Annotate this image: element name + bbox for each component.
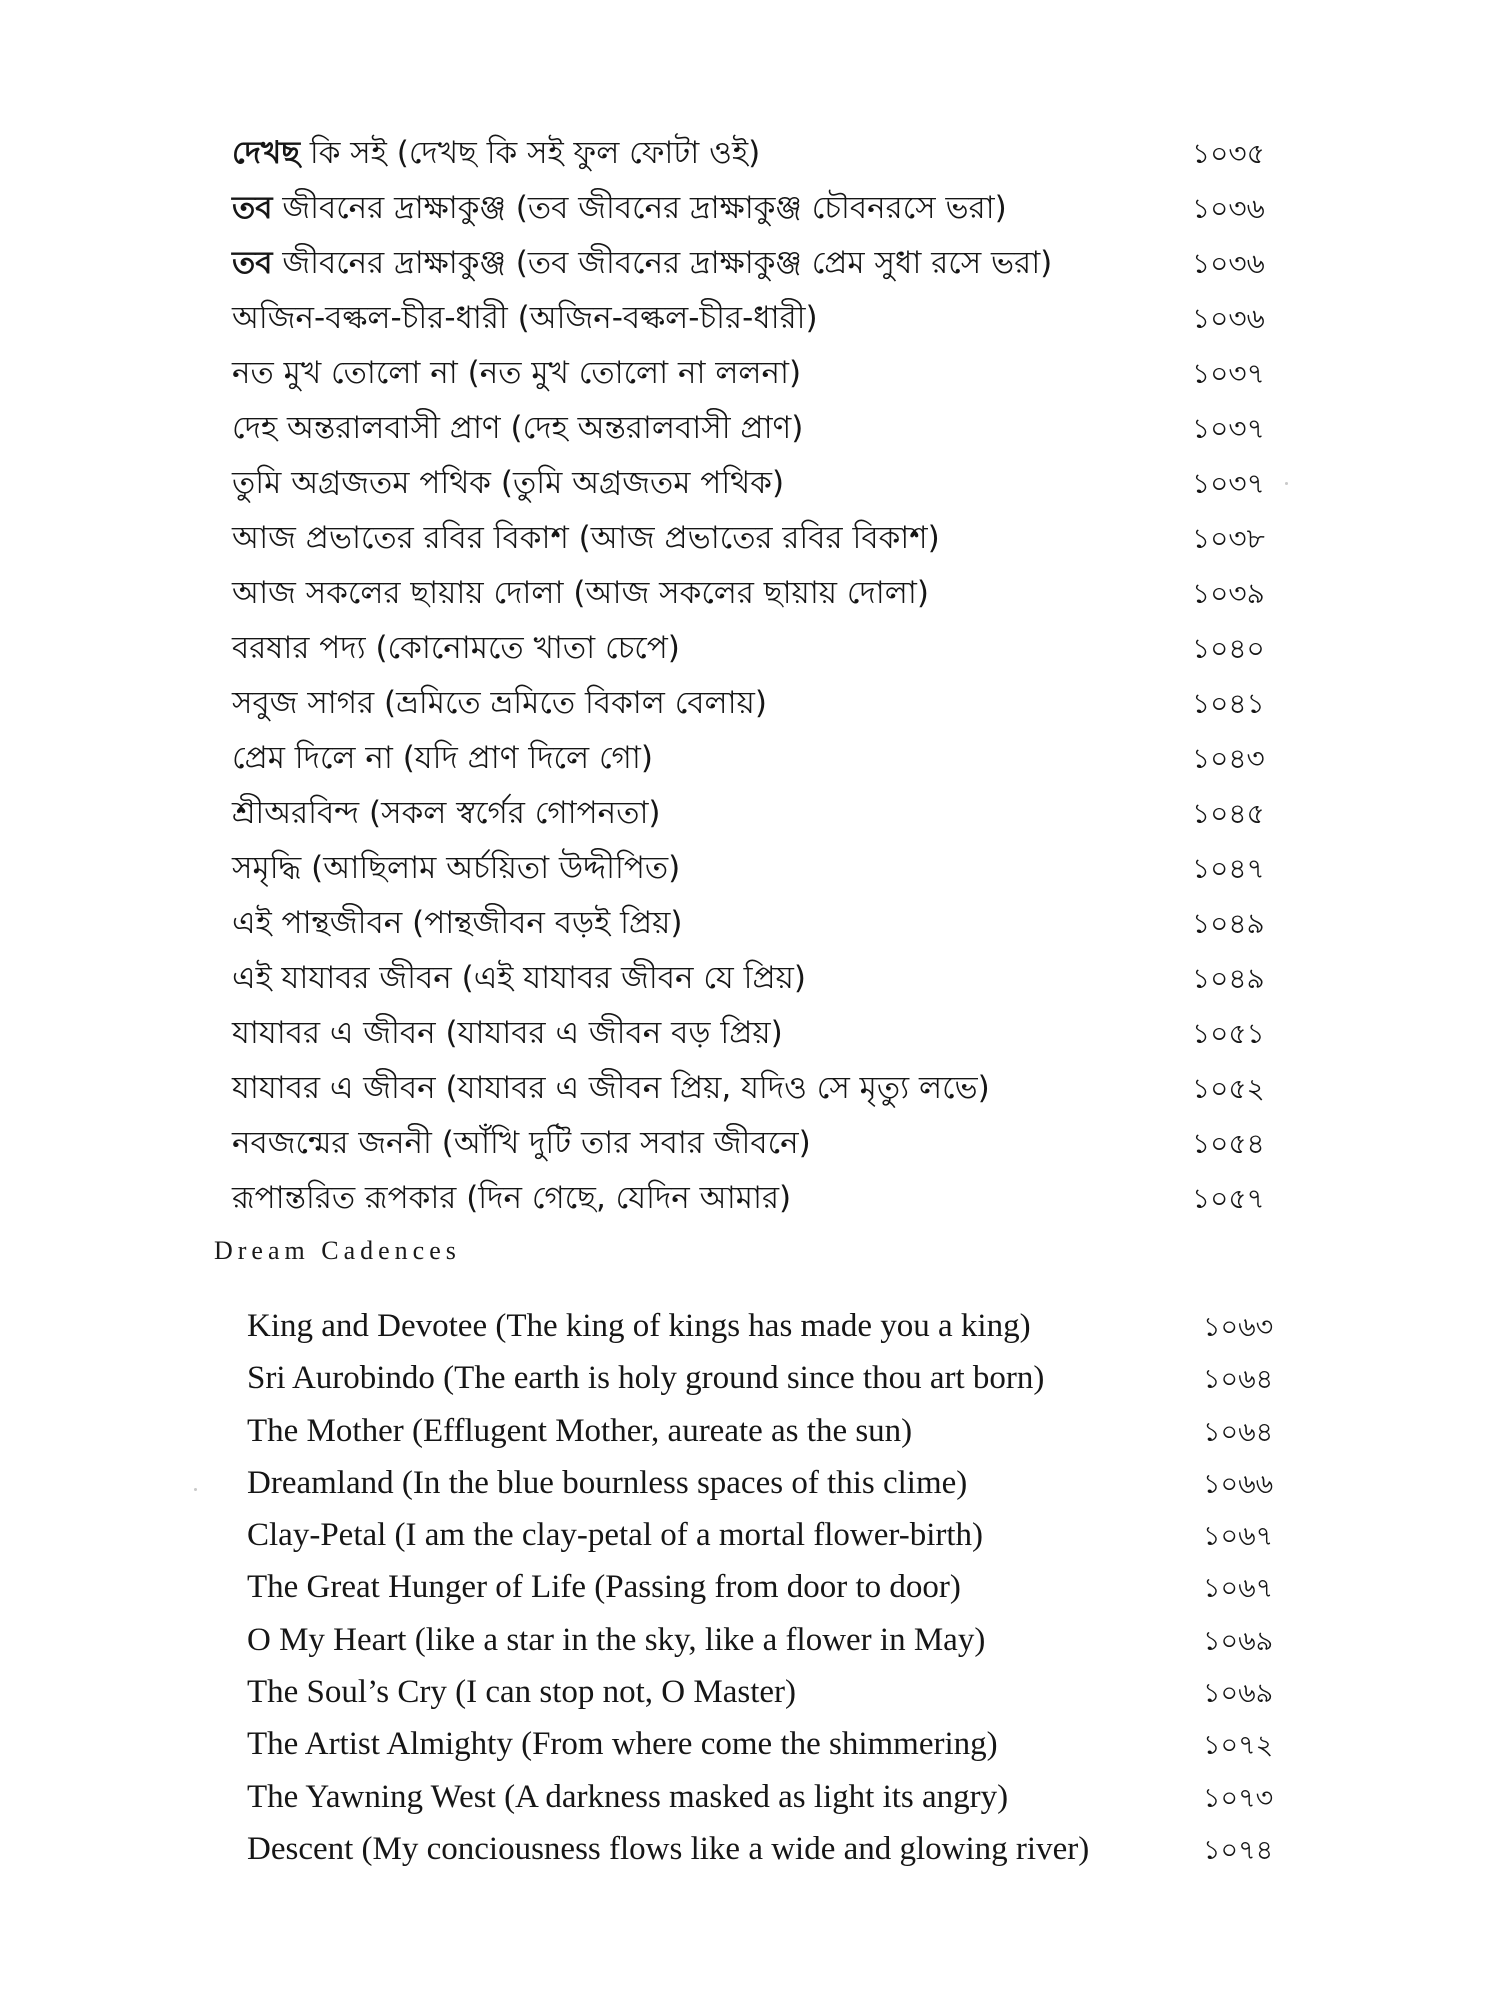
entry-title: কি সই (দেখছ কি সই ফুল ফোটা ওই) <box>300 135 761 171</box>
entry-page-number: ১০৬৯ <box>1203 1625 1274 1657</box>
entry-title: আজ সকলের ছায়ায় দোলা (আজ সকলের ছায়ায় দোলা) <box>232 575 929 611</box>
entry-page-number: ১০৩৮ <box>1192 522 1265 555</box>
list-item <box>232 896 1292 951</box>
list-item <box>232 786 1292 841</box>
entry-page-number: ১০৪৭ <box>1192 852 1265 885</box>
list-item <box>232 676 1292 731</box>
entry-page-number: ১০৩৬ <box>1192 302 1265 335</box>
entry-page-number: ১০৪৫ <box>1192 797 1265 830</box>
list-item <box>232 1116 1292 1171</box>
list-item <box>232 841 1292 896</box>
entry-title: নত মুখ তোলো না (নত মুখ তোলো না ললনা) <box>232 355 802 391</box>
entry-page-number: ১০৩৭ <box>1192 412 1265 445</box>
english-contents-list <box>247 1300 1295 1875</box>
list-item <box>247 1561 1295 1613</box>
entry-title: The Mother (Efflugent Mother, aureate as the sun) <box>247 1412 913 1449</box>
entry-page-number: ১০৪০ <box>1192 632 1265 665</box>
entry-title: King and Devotee (The king of kings has made you a king) <box>247 1308 1031 1344</box>
list-item <box>232 401 1292 456</box>
list-item <box>232 236 1292 291</box>
entry-page-number: ১০৬৭ <box>1203 1521 1274 1553</box>
entry-title: The Artist Almighty (From where come the shimmering) <box>247 1726 998 1763</box>
list-item <box>232 731 1292 786</box>
entry-title: যাযাবর এ জীবন (যাযাবর এ জীবন বড় প্রিয়) <box>232 1015 783 1051</box>
entry-title: জীবনের দ্রাক্ষাকুঞ্জ (তব জীবনের দ্রাক্ষাকুঞ্জ চৌবনরসে ভরা) <box>272 190 1007 226</box>
entry-page-number: ১০৭৪ <box>1203 1834 1274 1866</box>
entry-page-number: ১০৪৩ <box>1192 742 1265 775</box>
entry-page-number: ১০৬৪ <box>1203 1416 1274 1448</box>
list-item <box>232 1171 1292 1226</box>
entry-title: শ্রীঅরবিন্দ (সকল স্বর্গের গোপনতা) <box>232 795 661 831</box>
entry-page-number: ১০৩৭ <box>1192 357 1265 390</box>
list-item <box>232 181 1292 236</box>
scan-speck <box>1285 482 1288 485</box>
entry-title: তুমি অগ্রজতম পথিক (তুমি অগ্রজতম পথিক) <box>232 465 785 501</box>
entry-page-number: ১০৩৬ <box>1192 247 1265 280</box>
entry-page-number: ১০৪১ <box>1192 687 1265 720</box>
list-item <box>232 456 1292 511</box>
list-item <box>232 1061 1292 1116</box>
list-item <box>232 951 1292 1006</box>
entry-title: দেহ অন্তরালবাসী প্রাণ (দেহ অন্তরালবাসী প্রাণ) <box>232 410 804 446</box>
entry-title: অজিন-বল্কল-চীর-ধারী (অজিন-বল্কল-চীর-ধারী) <box>232 300 818 336</box>
entry-title: সবুজ সাগর (ভ্রমিতে ভ্রমিতে বিকাল বেলায়) <box>232 685 767 721</box>
list-item <box>247 1300 1295 1352</box>
entry-page-number: ১০৩৭ <box>1192 467 1265 500</box>
entry-page-number: ১০৬৭ <box>1203 1573 1274 1605</box>
entry-lead: তব <box>232 190 273 226</box>
entry-title: জীবনের দ্রাক্ষাকুঞ্জ (তব জীবনের দ্রাক্ষাকুঞ্জ প্রেম সুধা রসে ভরা) <box>272 245 1053 281</box>
list-item <box>247 1771 1295 1823</box>
entry-title: Dreamland (In the blue bournless spaces of this clime) <box>247 1464 968 1501</box>
entry-lead: তব <box>232 245 273 281</box>
list-item <box>247 1405 1295 1457</box>
list-item <box>232 346 1292 401</box>
bengali-contents-list <box>232 126 1292 1226</box>
list-item <box>232 291 1292 346</box>
list-item <box>247 1352 1295 1404</box>
entry-page-number: ১০৫২ <box>1192 1072 1265 1105</box>
scan-speck <box>194 1488 197 1491</box>
list-item <box>232 621 1292 676</box>
entry-title: নবজন্মের জননী (আঁখি দুটি তার সবার জীবনে) <box>232 1125 811 1161</box>
entry-page-number: ১০৬৪ <box>1203 1364 1274 1396</box>
entry-page-number: ১০৫৪ <box>1192 1127 1265 1160</box>
entry-title: যাযাবর এ জীবন (যাযাবর এ জীবন প্রিয়, যদিও সে মৃত্যু লভে) <box>232 1070 990 1106</box>
entry-lead: দেখছ <box>232 135 301 171</box>
entry-page-number: ১০৬৩ <box>1203 1312 1274 1343</box>
section-heading: Dream Cadences <box>214 1236 461 1265</box>
list-item <box>247 1718 1295 1770</box>
list-item <box>247 1457 1295 1509</box>
entry-page-number: ১০৩৫ <box>1192 137 1265 170</box>
entry-title: প্রেম দিলে না (যদি প্রাণ দিলে গো) <box>232 740 653 776</box>
entry-title: The Great Hunger of Life (Passing from door to door) <box>247 1569 961 1606</box>
entry-page-number: ১০৫৭ <box>1192 1182 1265 1215</box>
list-item <box>232 126 1292 181</box>
entry-page-number: ১০৩৯ <box>1192 577 1265 610</box>
entry-page-number: ১০৬৯ <box>1203 1678 1274 1710</box>
list-item <box>247 1614 1295 1666</box>
entry-title: বরষার পদ্য (কোনোমতে খাতা চেপে) <box>232 630 680 666</box>
entry-title: Sri Aurobindo (The earth is holy ground since thou art born) <box>247 1360 1045 1397</box>
entry-page-number: ১০৪৯ <box>1192 962 1265 995</box>
entry-title: এই যাযাবর জীবন (এই যাযাবর জীবন যে প্রিয়) <box>232 960 807 996</box>
entry-title: আজ প্রভাতের রবির বিকাশ (আজ প্রভাতের রবির বিকাশ) <box>232 520 940 556</box>
entry-page-number: ১০৬৬ <box>1203 1468 1274 1500</box>
list-item <box>232 511 1292 566</box>
entry-title: সমৃদ্ধি (আছিলাম অর্চয়িতা উদ্দীপিত) <box>232 850 681 886</box>
list-item <box>247 1509 1295 1561</box>
entry-title: O My Heart (like a star in the sky, like a flower in May) <box>247 1621 986 1658</box>
entry-title: The Soul’s Cry (I can stop not, O Master) <box>247 1674 796 1711</box>
entry-page-number: ১০৭৩ <box>1203 1782 1274 1814</box>
list-item <box>232 566 1292 621</box>
entry-title: The Yawning West (A darkness masked as light its angry) <box>247 1778 1009 1815</box>
entry-page-number: ১০৭২ <box>1203 1730 1274 1762</box>
list-item <box>232 1006 1292 1061</box>
entry-page-number: ১০৪৯ <box>1192 907 1265 940</box>
entry-title: রূপান্তরিত রূপকার (দিন গেছে, যেদিন আমার) <box>232 1180 792 1216</box>
list-item <box>247 1823 1295 1875</box>
entry-title: এই পান্থজীবন (পান্থজীবন বড়ই প্রিয়) <box>232 905 683 941</box>
entry-title: Clay-Petal (I am the clay-petal of a mortal flower-birth) <box>247 1517 984 1554</box>
list-item <box>247 1666 1295 1718</box>
entry-page-number: ১০৩৬ <box>1192 192 1265 225</box>
entry-page-number: ১০৫১ <box>1192 1017 1265 1050</box>
entry-title: Descent (My conciousness flows like a wide and glowing river) <box>247 1830 1090 1867</box>
